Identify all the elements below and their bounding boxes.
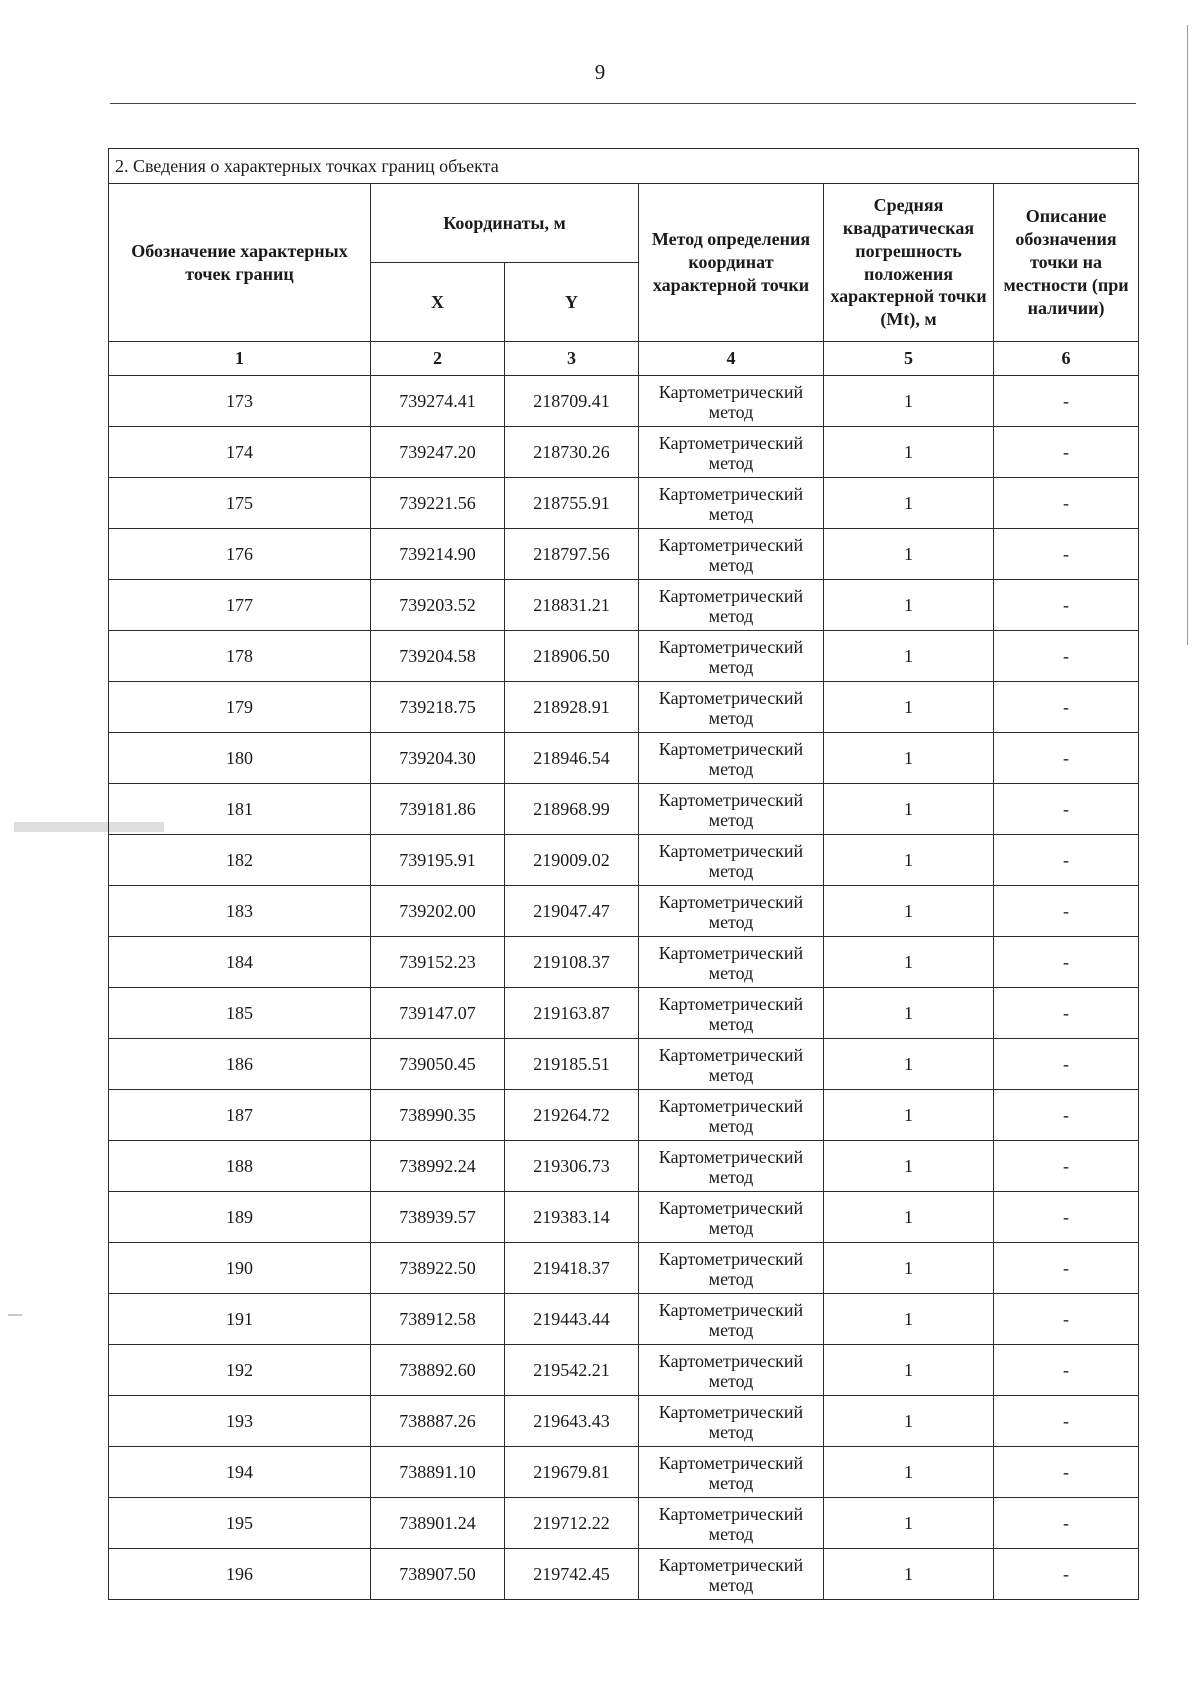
table-row: [109, 427, 1139, 478]
method-cell: [639, 1090, 824, 1141]
table-row: [109, 1396, 1139, 1447]
method-line-2: метод: [708, 810, 754, 830]
table-title: 2. Сведения о характерных точках границ объекта: [109, 149, 1139, 184]
accuracy-cell: 1: [824, 835, 994, 886]
point-cell: 196: [109, 1549, 371, 1600]
method-cell: [639, 1396, 824, 1447]
y-cell: 219047.47: [505, 886, 639, 937]
y-cell: 219418.37: [505, 1243, 639, 1294]
method-line-1: Картометрический: [658, 1452, 804, 1473]
accuracy-cell: 1: [824, 376, 994, 427]
method-cell: [639, 631, 824, 682]
y-cell: 218968.99: [505, 784, 639, 835]
method-line-2: метод: [708, 1167, 754, 1187]
method-cell: [639, 427, 824, 478]
table-row: [109, 1090, 1139, 1141]
description-cell: -: [994, 478, 1139, 529]
accuracy-cell: 1: [824, 886, 994, 937]
point-cell: 173: [109, 376, 371, 427]
method-line-1: Картометрический: [658, 738, 804, 759]
method-cell: [639, 1243, 824, 1294]
table-row: [109, 631, 1139, 682]
x-cell: 738887.26: [371, 1396, 505, 1447]
table-row: [109, 529, 1139, 580]
table-row: [109, 1243, 1139, 1294]
point-cell: 191: [109, 1294, 371, 1345]
method-cell: [639, 580, 824, 631]
description-cell: -: [994, 631, 1139, 682]
x-cell: 739202.00: [371, 886, 505, 937]
method-cell: [639, 1141, 824, 1192]
description-cell: -: [994, 937, 1139, 988]
method-line-2: метод: [708, 861, 754, 881]
y-cell: 218797.56: [505, 529, 639, 580]
method-line-1: Картометрический: [658, 840, 804, 861]
table-title-row: [109, 149, 1139, 184]
method-line-2: метод: [708, 1065, 754, 1085]
accuracy-cell: 1: [824, 1345, 994, 1396]
table-row: [109, 1447, 1139, 1498]
method-line-2: метод: [708, 555, 754, 575]
method-line-1: Картометрический: [658, 1401, 804, 1422]
accuracy-cell: 1: [824, 1192, 994, 1243]
column-number: 2: [371, 342, 505, 376]
method-line-1: Картометрический: [658, 942, 804, 963]
accuracy-cell: 1: [824, 1549, 994, 1600]
accuracy-cell: 1: [824, 580, 994, 631]
point-cell: 185: [109, 988, 371, 1039]
table-row: [109, 937, 1139, 988]
description-cell: -: [994, 733, 1139, 784]
table-row: [109, 1192, 1139, 1243]
point-cell: 188: [109, 1141, 371, 1192]
accuracy-cell: 1: [824, 784, 994, 835]
method-line-1: Картометрический: [658, 993, 804, 1014]
table-row: [109, 1141, 1139, 1192]
description-cell: -: [994, 529, 1139, 580]
method-line-1: Картометрический: [658, 891, 804, 912]
column-numbers-row: [109, 342, 1139, 376]
method-line-1: Картометрический: [658, 1044, 804, 1065]
header-rule: [110, 103, 1136, 104]
y-cell: 219443.44: [505, 1294, 639, 1345]
table-body: [109, 376, 1139, 1600]
method-line-2: метод: [708, 504, 754, 524]
y-cell: 219742.45: [505, 1549, 639, 1600]
method-line-2: метод: [708, 708, 754, 728]
description-cell: -: [994, 784, 1139, 835]
method-line-1: Картометрический: [658, 1350, 804, 1371]
point-cell: 179: [109, 682, 371, 733]
method-cell: [639, 1192, 824, 1243]
description-cell: -: [994, 1498, 1139, 1549]
method-line-2: метод: [708, 1269, 754, 1289]
y-cell: 219264.72: [505, 1090, 639, 1141]
description-cell: -: [994, 1090, 1139, 1141]
method-line-1: Картометрический: [658, 1095, 804, 1116]
column-number: 3: [505, 342, 639, 376]
x-cell: 739218.75: [371, 682, 505, 733]
point-cell: 187: [109, 1090, 371, 1141]
table-row: [109, 784, 1139, 835]
point-cell: 174: [109, 427, 371, 478]
y-cell: 218730.26: [505, 427, 639, 478]
x-cell: 739204.58: [371, 631, 505, 682]
x-cell: 739195.91: [371, 835, 505, 886]
x-cell: 739181.86: [371, 784, 505, 835]
method-line-1: Картометрический: [658, 585, 804, 606]
x-cell: 738891.10: [371, 1447, 505, 1498]
method-cell: [639, 733, 824, 784]
y-cell: 218709.41: [505, 376, 639, 427]
method-line-1: Картометрический: [658, 1197, 804, 1218]
point-cell: 184: [109, 937, 371, 988]
accuracy-cell: 1: [824, 733, 994, 784]
x-cell: 739203.52: [371, 580, 505, 631]
method-line-2: метод: [708, 453, 754, 473]
column-number: 6: [994, 342, 1139, 376]
method-line-2: метод: [708, 1218, 754, 1238]
method-line-1: Картометрический: [658, 381, 804, 402]
y-cell: 219185.51: [505, 1039, 639, 1090]
table-header-row: [109, 184, 1139, 263]
y-cell: 219679.81: [505, 1447, 639, 1498]
x-cell: 739221.56: [371, 478, 505, 529]
header-method: Метод определения координат характерной точки: [639, 184, 824, 342]
point-cell: 193: [109, 1396, 371, 1447]
description-cell: -: [994, 1192, 1139, 1243]
table-row: [109, 835, 1139, 886]
method-line-2: метод: [708, 912, 754, 932]
table-row: [109, 682, 1139, 733]
accuracy-cell: 1: [824, 682, 994, 733]
description-cell: -: [994, 1243, 1139, 1294]
accuracy-cell: 1: [824, 937, 994, 988]
point-cell: 190: [109, 1243, 371, 1294]
method-line-2: метод: [708, 1422, 754, 1442]
y-cell: 219009.02: [505, 835, 639, 886]
method-line-2: метод: [708, 402, 754, 422]
method-cell: [639, 1498, 824, 1549]
point-cell: 175: [109, 478, 371, 529]
column-number: 5: [824, 342, 994, 376]
accuracy-cell: 1: [824, 1090, 994, 1141]
description-cell: -: [994, 376, 1139, 427]
accuracy-cell: 1: [824, 1396, 994, 1447]
point-cell: 177: [109, 580, 371, 631]
column-number: 4: [639, 342, 824, 376]
y-cell: 218906.50: [505, 631, 639, 682]
y-cell: 219163.87: [505, 988, 639, 1039]
method-line-1: Картометрический: [658, 687, 804, 708]
method-line-1: Картометрический: [658, 1503, 804, 1524]
y-cell: 219383.14: [505, 1192, 639, 1243]
method-cell: [639, 1447, 824, 1498]
method-line-2: метод: [708, 963, 754, 983]
method-line-1: Картометрический: [658, 534, 804, 555]
x-cell: 739147.07: [371, 988, 505, 1039]
description-cell: -: [994, 427, 1139, 478]
method-cell: [639, 937, 824, 988]
method-line-2: метод: [708, 1371, 754, 1391]
accuracy-cell: 1: [824, 988, 994, 1039]
method-line-2: метод: [708, 606, 754, 626]
table-row: [109, 1345, 1139, 1396]
point-cell: 178: [109, 631, 371, 682]
accuracy-cell: 1: [824, 1243, 994, 1294]
method-line-1: Картометрический: [658, 483, 804, 504]
x-cell: 739204.30: [371, 733, 505, 784]
description-cell: -: [994, 1345, 1139, 1396]
description-cell: -: [994, 988, 1139, 1039]
description-cell: -: [994, 580, 1139, 631]
x-cell: 738912.58: [371, 1294, 505, 1345]
x-cell: 739214.90: [371, 529, 505, 580]
method-line-2: метод: [708, 1575, 754, 1595]
point-cell: 195: [109, 1498, 371, 1549]
description-cell: -: [994, 886, 1139, 937]
table-row: [109, 886, 1139, 937]
accuracy-cell: 1: [824, 529, 994, 580]
header-point: Обозначение характерных точек границ: [109, 184, 371, 342]
description-cell: -: [994, 1396, 1139, 1447]
header-x: X: [371, 263, 505, 342]
description-cell: -: [994, 1039, 1139, 1090]
y-cell: 219542.21: [505, 1345, 639, 1396]
column-number: 1: [109, 342, 371, 376]
header-description: Описание обозначения точки на местности (при наличии): [994, 184, 1139, 342]
x-cell: 738922.50: [371, 1243, 505, 1294]
x-cell: 738939.57: [371, 1192, 505, 1243]
point-cell: 176: [109, 529, 371, 580]
method-cell: [639, 784, 824, 835]
method-line-2: метод: [708, 1524, 754, 1544]
accuracy-cell: 1: [824, 1294, 994, 1345]
point-cell: 180: [109, 733, 371, 784]
y-cell: 218946.54: [505, 733, 639, 784]
description-cell: -: [994, 1294, 1139, 1345]
accuracy-cell: 1: [824, 631, 994, 682]
method-cell: [639, 1345, 824, 1396]
method-line-1: Картометрический: [658, 432, 804, 453]
y-cell: 219108.37: [505, 937, 639, 988]
method-line-1: Картометрический: [658, 1146, 804, 1167]
method-cell: [639, 1294, 824, 1345]
method-line-2: метод: [708, 1320, 754, 1340]
method-line-2: метод: [708, 759, 754, 779]
x-cell: 739247.20: [371, 427, 505, 478]
point-cell: 194: [109, 1447, 371, 1498]
x-cell: 738992.24: [371, 1141, 505, 1192]
point-cell: 181: [109, 784, 371, 835]
method-cell: [639, 988, 824, 1039]
y-cell: 218755.91: [505, 478, 639, 529]
accuracy-cell: 1: [824, 478, 994, 529]
x-cell: 738892.60: [371, 1345, 505, 1396]
method-line-1: Картометрический: [658, 1554, 804, 1575]
method-cell: [639, 886, 824, 937]
table-row: [109, 1549, 1139, 1600]
method-line-2: метод: [708, 1116, 754, 1136]
point-cell: 189: [109, 1192, 371, 1243]
table-row: [109, 1498, 1139, 1549]
table-row: [109, 478, 1139, 529]
accuracy-cell: 1: [824, 1498, 994, 1549]
x-cell: 739050.45: [371, 1039, 505, 1090]
description-cell: -: [994, 835, 1139, 886]
table-row: [109, 1294, 1139, 1345]
point-cell: 186: [109, 1039, 371, 1090]
header-coordinates: Координаты, м: [371, 184, 639, 263]
description-cell: -: [994, 1549, 1139, 1600]
method-line-2: метод: [708, 1473, 754, 1493]
table-row: [109, 580, 1139, 631]
y-cell: 219643.43: [505, 1396, 639, 1447]
x-cell: 739152.23: [371, 937, 505, 988]
description-cell: -: [994, 682, 1139, 733]
scan-margin-mark: [8, 1314, 22, 1316]
point-cell: 183: [109, 886, 371, 937]
method-line-2: метод: [708, 657, 754, 677]
method-line-2: метод: [708, 1014, 754, 1034]
header-accuracy: Средняя квадратическая погрешность положения характерной точки (Mt), м: [824, 184, 994, 342]
point-cell: 192: [109, 1345, 371, 1396]
y-cell: 218928.91: [505, 682, 639, 733]
y-cell: 219712.22: [505, 1498, 639, 1549]
x-cell: 738901.24: [371, 1498, 505, 1549]
accuracy-cell: 1: [824, 1039, 994, 1090]
table-row: [109, 376, 1139, 427]
method-cell: [639, 478, 824, 529]
scan-edge-line: [1187, 25, 1188, 645]
accuracy-cell: 1: [824, 1141, 994, 1192]
method-cell: [639, 835, 824, 886]
accuracy-cell: 1: [824, 427, 994, 478]
method-cell: [639, 529, 824, 580]
header-y: Y: [505, 263, 639, 342]
method-line-1: Картометрический: [658, 1248, 804, 1269]
y-cell: 218831.21: [505, 580, 639, 631]
boundary-points-table: [108, 148, 1139, 1600]
description-cell: -: [994, 1447, 1139, 1498]
table-row: [109, 988, 1139, 1039]
y-cell: 219306.73: [505, 1141, 639, 1192]
table-row: [109, 1039, 1139, 1090]
method-cell: [639, 1549, 824, 1600]
method-cell: [639, 1039, 824, 1090]
table-row: [109, 733, 1139, 784]
method-line-1: Картометрический: [658, 789, 804, 810]
x-cell: 738907.50: [371, 1549, 505, 1600]
method-cell: [639, 682, 824, 733]
x-cell: 738990.35: [371, 1090, 505, 1141]
accuracy-cell: 1: [824, 1447, 994, 1498]
method-line-1: Картометрический: [658, 636, 804, 657]
point-cell: 182: [109, 835, 371, 886]
method-cell: [639, 376, 824, 427]
page-number: 9: [594, 60, 606, 84]
x-cell: 739274.41: [371, 376, 505, 427]
description-cell: -: [994, 1141, 1139, 1192]
method-line-1: Картометрический: [658, 1299, 804, 1320]
